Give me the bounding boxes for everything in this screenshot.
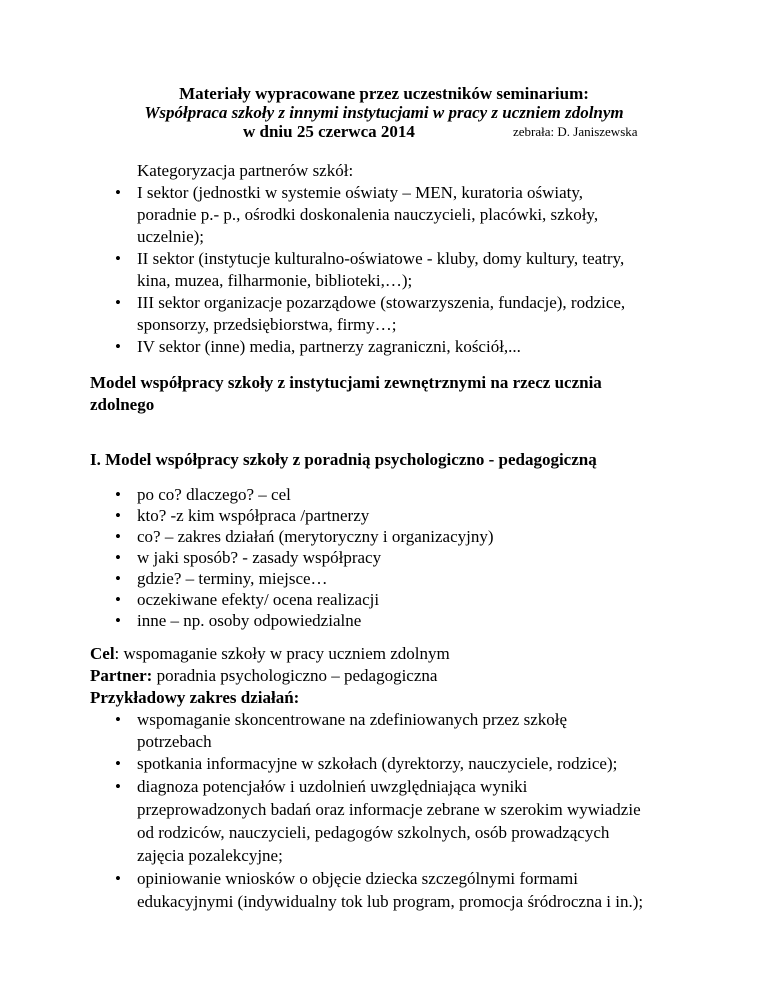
scope-4-line-1: opiniowanie wniosków o objęcie dziecka szczególnymi formami [137, 869, 578, 888]
seminar-date: w dniu 25 czerwca 2014 [243, 122, 415, 141]
bullet-icon: • [115, 590, 121, 609]
sector-1-line-3: uczelnie); [137, 227, 205, 246]
sector-2-line-2: kina, muzea, filharmonie, biblioteki,…); [137, 271, 413, 290]
sector-3-line-2: sponsorzy, przedsiębiorstwa, firmy…; [137, 315, 397, 334]
bullet-icon: • [115, 183, 121, 202]
scope-3-line-1: diagnoza potencjałów i uzdolnień uwzględniająca wyniki [137, 777, 528, 796]
sector-2-line-1: II sektor (instytucje kulturalno-oświatowe - kluby, domy kultury, teatry, [137, 249, 625, 268]
section-1-heading: I. Model współpracy szkoły z poradnią psychologiczno - pedagogiczną [90, 450, 597, 469]
scope-3-line-4: zajęcia pozalekcyjne; [137, 846, 283, 865]
partner-label: Partner: [90, 666, 153, 685]
bullet-icon: • [115, 548, 121, 567]
bullet-icon: • [115, 569, 121, 588]
scope-3-line-2: przeprowadzonych badań oraz informacje zebrane w szerokim wywiadzie [137, 800, 641, 819]
sector-4-line-1: IV sektor (inne) media, partnerzy zagraniczni, kościół,... [137, 337, 521, 356]
bullet-icon: • [115, 506, 121, 525]
partner-line [90, 665, 437, 687]
scope-heading: Przykładowy zakres działań: [90, 688, 300, 707]
bullet-icon: • [115, 611, 121, 630]
bullet-icon: • [115, 527, 121, 546]
model-heading-line-2: zdolnego [90, 395, 155, 414]
bullet-icon: • [115, 485, 121, 504]
question-item: kto? -z kim współpraca /partnerzy [137, 506, 370, 525]
bullet-icon: • [115, 710, 121, 729]
bullet-icon: • [115, 869, 121, 888]
header-title: Materiały wypracowane przez uczestników seminarium: [179, 84, 589, 103]
question-item: w jaki sposób? - zasady współpracy [137, 548, 382, 567]
question-item: inne – np. osoby odpowiedzialne [137, 611, 362, 630]
bullet-icon: • [115, 249, 121, 268]
header-subtitle: Współpraca szkoły z innymi instytucjami w pracy z uczniem zdolnym [144, 103, 624, 122]
scope-3-line-3: od rodziców, nauczycieli, pedagogów szkolnych, osób prowadzących [137, 823, 610, 842]
compiled-by: zebrała: D. Janiszewska [513, 124, 638, 139]
goal-text: : wspomaganie szkoły w pracy uczniem zdolnym [114, 644, 450, 663]
bullet-icon: • [115, 293, 121, 312]
model-heading-line-1: Model współpracy szkoły z instytucjami zewnętrznymi na rzecz ucznia [90, 373, 602, 392]
header-dateline [0, 122, 768, 142]
sector-3-line-1: III sektor organizacje pozarządowe (stowarzyszenia, fundacje), rodzice, [137, 293, 626, 312]
scope-4-line-2: edukacyjnymi (indywidualny tok lub program, promocja śródroczna i in.); [137, 892, 644, 911]
categorization-intro: Kategoryzacja partnerów szkół: [137, 161, 354, 180]
question-item: co? – zakres działań (merytoryczny i organizacyjny) [137, 527, 494, 546]
partner-text: poradnia psychologiczno – pedagogiczna [152, 666, 438, 685]
sector-1-line-1: I sektor (jednostki w systemie oświaty – MEN, kuratoria oświaty, [137, 183, 584, 202]
bullet-icon: • [115, 754, 121, 773]
scope-2-line-1: spotkania informacyjne w szkołach (dyrektorzy, nauczyciele, rodzice); [137, 754, 618, 773]
bullet-icon: • [115, 777, 121, 796]
sector-1-line-2: poradnie p.- p., ośrodki doskonalenia nauczycieli, placówki, szkoły, [137, 205, 599, 224]
question-item: oczekiwane efekty/ ocena realizacji [137, 590, 380, 609]
bullet-icon: • [115, 337, 121, 356]
goal-line [90, 643, 450, 665]
goal-label: Cel [90, 644, 115, 663]
scope-1-line-2: potrzebach [137, 732, 212, 751]
question-item: gdzie? – terminy, miejsce… [137, 569, 328, 588]
scope-1-line-1: wspomaganie skoncentrowane na zdefiniowanych przez szkołę [137, 710, 568, 729]
question-item: po co? dlaczego? – cel [137, 485, 291, 504]
